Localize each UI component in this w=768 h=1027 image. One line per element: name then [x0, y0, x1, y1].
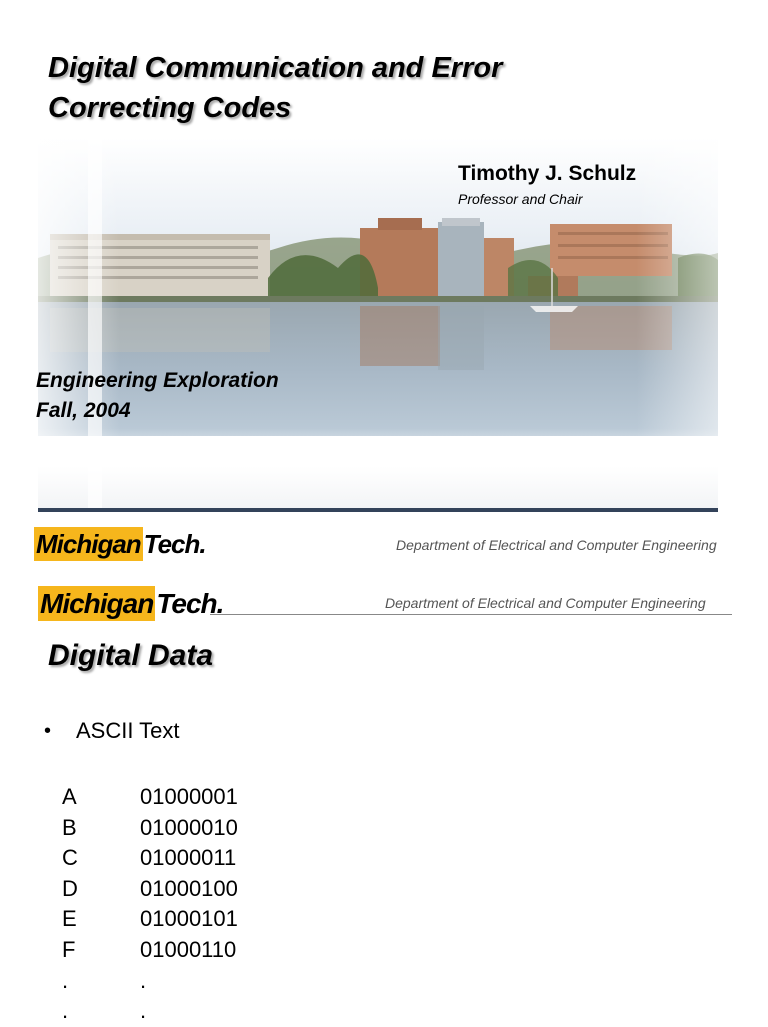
- code-bits: 01000110: [140, 936, 237, 962]
- course-info: [36, 366, 279, 426]
- presentation-title-line-1: Digital Communication and Error: [48, 52, 503, 84]
- code-bits: .: [140, 967, 147, 993]
- bullet-text: ASCII Text: [76, 718, 180, 743]
- author-role: Professor and Chair: [458, 191, 583, 207]
- code-letter: E: [62, 906, 77, 932]
- code-letter: .: [62, 967, 69, 993]
- code-letter: D: [62, 875, 78, 901]
- code-bits: 01000010: [140, 814, 238, 840]
- code-letter: C: [62, 845, 78, 871]
- presentation-title-line-2: Correcting Codes: [48, 92, 292, 124]
- code-letter: B: [62, 814, 77, 840]
- slide-title: Digital Data: [48, 639, 214, 672]
- code-bits: 01000100: [140, 875, 238, 901]
- course-name: Engineering Exploration: [36, 369, 279, 392]
- code-letter: F: [62, 936, 76, 962]
- logo-michigan-text: Michigan: [36, 529, 141, 559]
- presentation-title: [48, 48, 688, 128]
- campus-waterfront-photo: [38, 138, 718, 514]
- department-name: Department of Electrical and Computer Engineering: [385, 595, 706, 611]
- logo-dot: .: [199, 529, 206, 559]
- department-name: Department of Electrical and Computer Engineering: [396, 537, 717, 553]
- logo-michigan-text: Michigan: [40, 588, 154, 619]
- logo-tech-text: Tech: [156, 588, 217, 619]
- code-letter: .: [62, 998, 69, 1024]
- code-bits: 01000001: [140, 784, 238, 809]
- code-bits: 01000101: [140, 906, 238, 932]
- bullet-icon: •: [44, 720, 52, 742]
- author-name: Timothy J. Schulz: [458, 162, 637, 185]
- michigan-tech-logo: [38, 587, 223, 621]
- code-letter: A: [62, 784, 77, 809]
- logo-dot: .: [216, 588, 224, 619]
- michigan-tech-logo: [34, 528, 206, 560]
- header-divider: [210, 614, 732, 615]
- code-bits: .: [140, 998, 147, 1024]
- logo-tech-text: Tech: [143, 529, 200, 559]
- course-term: Fall, 2004: [36, 399, 131, 422]
- code-bits: 01000011: [140, 845, 237, 871]
